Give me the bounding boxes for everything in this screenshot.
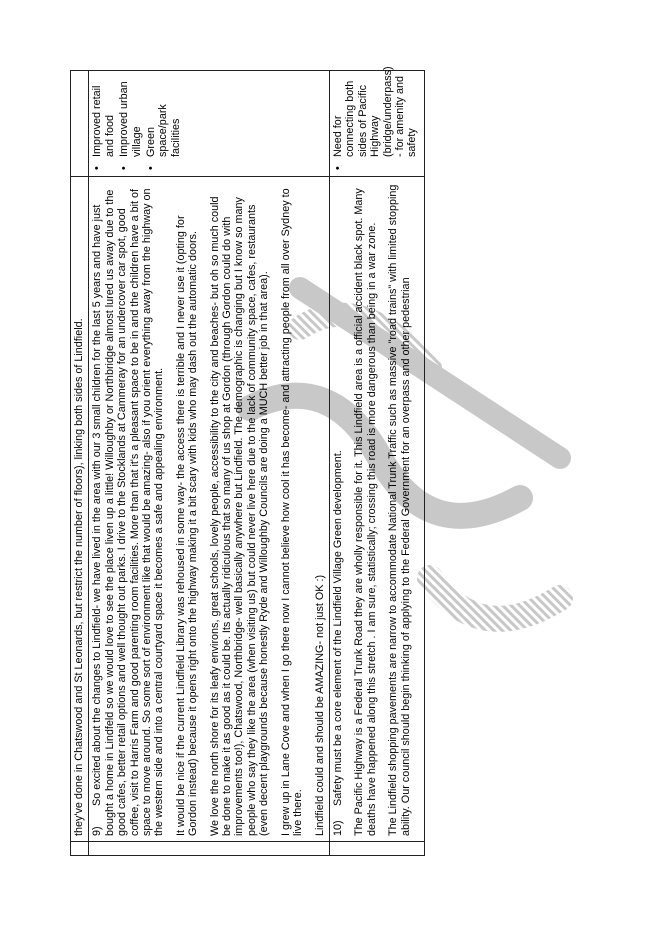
number-cell xyxy=(89,842,330,856)
issue-item: • Need for connecting both sides of Pacific Highway (bridge/underpass) - for amenity and safety xyxy=(332,76,419,157)
comment-paragraph: 9)So excited about the changes to Lindfield- we have lived in the area with our 3 small children for the last 5 years and have just bought a home in Lindfeld so we would love to see the place liven up a little! Willoughby or Northbridge almost lured us away due to the good cafes, better retail options and well thought out parks. I drive to the Stocklands at Cammeray for an undercover car spot, good coffee, visit to Harris Farm and good parenting room facilities. More than that it's a pleasant space to be in and the children have a bit of space to move around. So some sort of environment like that would be amazing- also if you orient everything away from the highway on the western side and into a central courtyard space it becomes a safe and appealing environment. xyxy=(91,188,166,836)
issues-list xyxy=(331,66,419,171)
continuation-text: they've done in Chatswood and St Leonards, but restrict the number of floors), linking both sides of Lindfield. xyxy=(73,318,85,836)
issues-cell xyxy=(329,66,424,177)
comment-paragraph: It would be nice if the current Lindfield Library was rehoused in some way- the access there is terrible and I never use it (opting for Gordon instead) because it opens right onto the highway making it a bit scary with kids who may dash out the automatic doors. xyxy=(174,215,200,836)
number-cell xyxy=(71,842,89,856)
issues-list xyxy=(91,76,182,171)
issue-item: • Improved urban village xyxy=(118,76,143,157)
continuation-row xyxy=(71,71,89,856)
issue-item: • Improved retail and food xyxy=(91,76,116,157)
comment-cell xyxy=(89,177,330,842)
comment-paragraph: Lindfield could and should be AMAZING- not just OK :) xyxy=(313,574,326,836)
comment-paragraph: The Lindfield shopping pavements are narrow to accommodate National Trunk Traffic such as massive "road trains" with limited stopping ability. Our council should begin thinking of applying to the Federal Government for an overpass and other pedestrian xyxy=(387,184,412,836)
submissions-table xyxy=(70,66,425,856)
submission-number: 10) xyxy=(331,820,344,836)
comment-cell xyxy=(329,177,424,842)
submission-number: 9) xyxy=(91,826,104,836)
submission-row-10 xyxy=(329,71,424,856)
submission-row-9 xyxy=(89,71,330,856)
comment-cell xyxy=(71,177,89,842)
comment-paragraph: I grew up in Lane Cove and when I go there now I cannot believe how cool it has become- and attracting people from all over Sydney to live there. xyxy=(279,188,305,836)
issues-cell xyxy=(89,71,330,177)
comment-paragraph: 10)Safety must be a core element of the Lindfield Village Green development. xyxy=(331,450,344,836)
issues-cell xyxy=(71,71,89,177)
number-cell xyxy=(329,842,424,856)
comment-paragraph: The Pacific Highway is a Federal Trunk Road they are wholly responsible for it. This Lindfield area is a official accident black spot. Many deaths have happened along this stretch . I am sure, statistically; crossing this road is more dangerous than being in a war zone. xyxy=(353,188,378,836)
issue-item: • Green space/park facilities xyxy=(145,76,182,157)
comment-paragraph: We love the north shore for its leafy environs, great schools, lovely people, accessibility to the city and beaches- but oh so much could be done to make it as good as it could be. Its actually ridiculous that so many of us shop at Gordon (through Gordon could do with improvements too!), Chatswood, Northbridge- well basically anywhere but Lindfield. The demographic is changing but I know so many people who say they like the area (when visiting us) but could never live here due to the lack of community space, cafes, restaurants (even decent playgrounds because honestly Ryde and Willoughby Councils are doing a MUCH better job in that area). xyxy=(208,196,271,836)
